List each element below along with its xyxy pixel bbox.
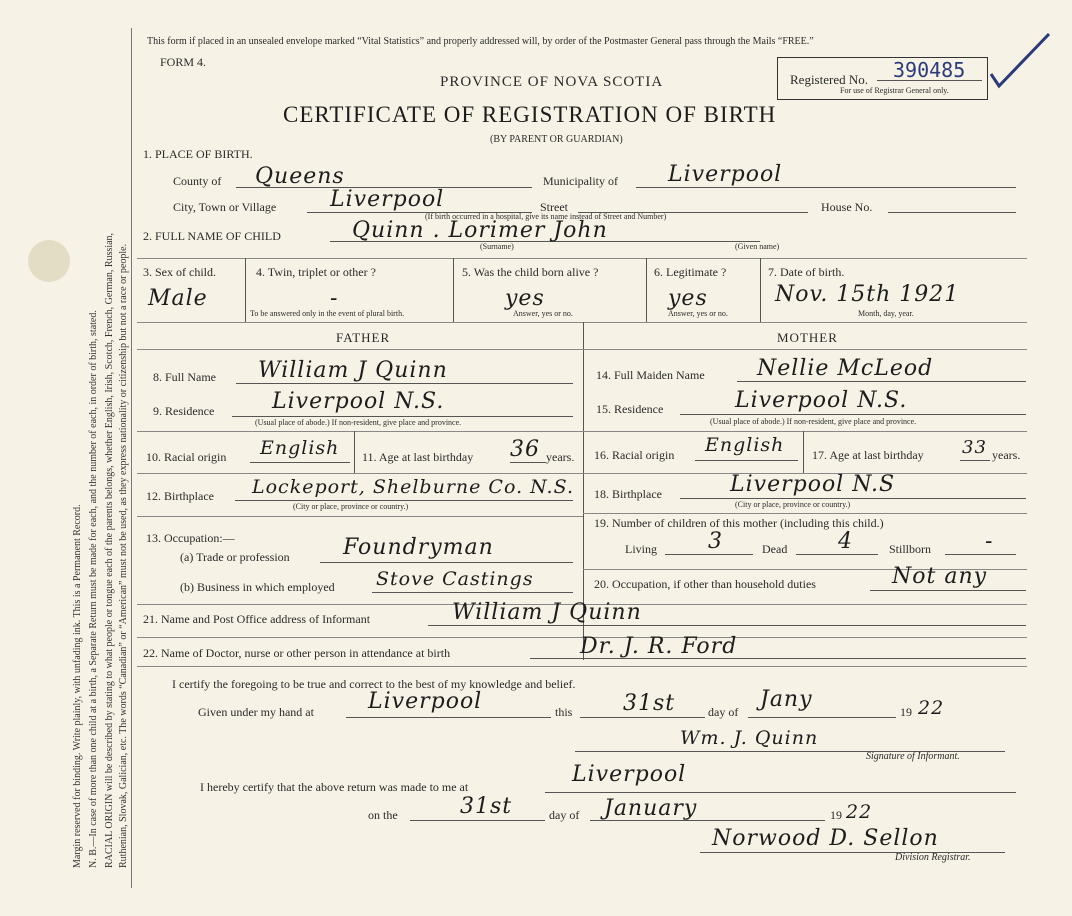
form-number: FORM 4.	[160, 55, 207, 69]
cell-divider	[803, 431, 804, 473]
row-divider	[137, 349, 1027, 350]
mother-racial-label: 16. Racial origin	[594, 448, 675, 462]
sex-value: Male	[148, 286, 208, 311]
check-mark-icon	[985, 30, 1055, 92]
dead-line	[796, 554, 878, 555]
registered-line	[877, 80, 982, 81]
margin-rule	[131, 28, 132, 888]
certify-day: 31st	[623, 691, 676, 716]
mother-name-value: Nellie McLeod	[757, 356, 934, 381]
cell-divider	[760, 258, 761, 322]
cell-divider	[354, 431, 355, 473]
father-residence-label: 9. Residence	[153, 404, 215, 418]
mother-occupation-line	[870, 590, 1026, 591]
father-racial-line	[250, 462, 350, 463]
registrar-signature-label: Division Registrar.	[895, 852, 971, 863]
margin-note-4: Ruthenian, Slovak, Galician, etc. The words “Canadian” or “American” must not be used, as they express nationality or citizenship but not a race or people.	[118, 243, 129, 868]
living-value: 3	[708, 529, 723, 554]
mother-occupation-label: 20. Occupation, if other than household duties	[594, 577, 816, 591]
alive-note: Answer, yes or no.	[513, 309, 573, 318]
alive-label: 5. Was the child born alive ?	[462, 265, 599, 279]
registrar-year-prefix: 19	[830, 808, 842, 822]
doctor-label: 22. Name of Doctor, nurse or other person in attendance at birth	[143, 646, 451, 660]
cell-divider	[646, 258, 647, 322]
father-birthplace-line	[235, 500, 573, 501]
given-name-note: (Given name)	[735, 242, 780, 251]
mother-racial-line	[695, 460, 798, 461]
legitimate-label: 6. Legitimate ?	[654, 265, 727, 279]
father-age-line	[510, 462, 546, 463]
registered-number: 390485	[893, 58, 966, 82]
stillborn-value: -	[985, 529, 994, 554]
informant-signature-label: Signature of Informant.	[866, 751, 960, 762]
row-divider	[137, 258, 1027, 259]
child-name-value: Quinn . Lorimer John	[352, 218, 608, 243]
dead-value: 4	[838, 529, 853, 554]
father-age-unit: years.	[546, 450, 575, 464]
page-subtitle: (BY PARENT OR GUARDIAN)	[490, 134, 623, 145]
registrar-use-note: For use of Registrar General only.	[840, 86, 949, 95]
informant-signature: Wm. J. Quinn	[680, 727, 819, 749]
margin-note-3: RACIAL ORIGIN will be described by stating to what people or tongue each of the parents belongs, whether English, Irish, Scotch, French, German, Russian,	[104, 232, 115, 868]
stillborn-label: Stillborn	[889, 542, 932, 556]
father-occupation-label: 13. Occupation:—	[146, 531, 235, 545]
birth-date-label: 7. Date of birth.	[768, 265, 845, 279]
cell-divider	[453, 258, 454, 322]
signature-lead-line	[575, 751, 655, 752]
city-value: Liverpool	[330, 187, 445, 212]
municipality-value: Liverpool	[668, 162, 783, 187]
given-under-label: Given under my hand at	[198, 705, 314, 719]
month-line	[748, 717, 896, 718]
registered-label: Registered No.	[790, 72, 868, 87]
this-label: this	[555, 705, 573, 719]
registrar-place-line	[545, 792, 1016, 793]
mother-residence-line	[680, 414, 1026, 415]
mother-age-unit: years.	[992, 448, 1021, 462]
registrar-day-of-label: day of	[549, 808, 580, 822]
informant-line	[428, 625, 1026, 626]
surname-note: (Surname)	[480, 242, 514, 251]
business-value: Stove Castings	[376, 568, 534, 590]
trade-label: (a) Trade or profession	[180, 550, 290, 564]
registrar-year: 22	[846, 801, 873, 823]
children-count-label: 19. Number of children of this mother (including this child.)	[594, 516, 884, 530]
informant-value: William J Quinn	[452, 600, 642, 625]
house-label: House No.	[821, 200, 873, 214]
mother-residence-note: (Usual place of abode.) If non-resident, give place and province.	[710, 417, 917, 426]
certify-year: 22	[918, 697, 945, 719]
mother-age-label: 17. Age at last birthday	[812, 448, 924, 462]
mother-racial-value: English	[705, 434, 785, 456]
doctor-value: Dr. J. R. Ford	[580, 634, 738, 659]
city-label: City, Town or Village	[173, 200, 277, 214]
certify-month: Jany	[760, 687, 813, 712]
registrar-day-line	[410, 820, 545, 821]
twin-value: -	[330, 286, 339, 311]
row-divider	[137, 666, 1027, 667]
mother-birthplace-label: 18. Birthplace	[594, 487, 662, 501]
province-heading: PROVINCE OF NOVA SCOTIA	[440, 74, 664, 90]
row-divider	[137, 322, 1027, 323]
trade-value: Foundryman	[343, 535, 494, 560]
sex-label: 3. Sex of child.	[143, 265, 216, 279]
living-line	[665, 554, 753, 555]
father-birthplace-value: Lockeport, Shelburne Co. N.S.	[252, 476, 574, 498]
on-the-label: on the	[368, 808, 398, 822]
mother-name-label: 14. Full Maiden Name	[596, 368, 705, 382]
father-birthplace-note: (City or place, province or country.)	[293, 502, 409, 511]
father-racial-label: 10. Racial origin	[146, 450, 227, 464]
father-name-value: William J Quinn	[258, 358, 448, 383]
place-of-birth-label: 1. PLACE OF BIRTH.	[143, 147, 253, 161]
given-place-value: Liverpool	[368, 689, 483, 714]
street-note: (If birth occurred in a hospital, give its name instead of Street and Number)	[425, 212, 667, 221]
municipality-line	[636, 187, 1016, 188]
street-label: Street	[540, 200, 568, 214]
punch-hole	[28, 240, 70, 282]
legitimate-note: Answer, yes or no.	[668, 309, 728, 318]
mother-birthplace-value: Liverpool N.S	[730, 472, 896, 497]
birth-date-note: Month, day, year.	[858, 309, 914, 318]
day-of-label: day of	[708, 705, 739, 719]
father-residence-note: (Usual place of abode.) If non-resident, give place and province.	[255, 418, 462, 427]
mother-heading: MOTHER	[777, 330, 838, 345]
father-residence-line	[232, 416, 573, 417]
row-divider	[583, 513, 1027, 514]
margin-note-1: Margin reserved for binding. Write plainly, with unfading ink. This is a Permanent Record.	[72, 504, 83, 868]
row-divider	[583, 431, 1027, 432]
row-divider	[137, 516, 583, 517]
mother-residence-label: 15. Residence	[596, 402, 664, 416]
row-divider	[137, 473, 583, 474]
child-name-label: 2. FULL NAME OF CHILD	[143, 229, 281, 243]
dead-label: Dead	[762, 542, 788, 556]
father-age-label: 11. Age at last birthday	[362, 450, 474, 464]
father-name-line	[236, 383, 573, 384]
cell-divider	[245, 258, 246, 322]
registrar-place: Liverpool	[572, 762, 687, 787]
father-residence-value: Liverpool N.S.	[272, 389, 445, 414]
county-label: County of	[173, 174, 222, 188]
legitimate-value: yes	[668, 286, 708, 311]
business-label: (b) Business in which employed	[180, 580, 335, 594]
registrar-month: January	[604, 796, 698, 821]
house-line	[888, 212, 1016, 213]
registrar-signature: Norwood D. Sellon	[712, 826, 939, 851]
certify-statement: I certify the foregoing to be true and correct to the best of my knowledge and belief.	[172, 677, 576, 691]
mother-age-value: 33	[962, 437, 987, 458]
year-prefix: 19	[900, 705, 912, 719]
alive-value: yes	[505, 286, 545, 311]
registrar-statement: I hereby certify that the above return was made to me at	[200, 780, 469, 794]
mother-name-line	[737, 381, 1026, 382]
margin-note-2: N. B.—In case of more than one child at a birth, a Separate Return must be made for each, and the number of each, in order of birth, stated.	[88, 310, 99, 868]
father-birthplace-label: 12. Birthplace	[146, 489, 214, 503]
given-place-line	[346, 717, 551, 718]
father-name-label: 8. Full Name	[153, 370, 216, 384]
registrar-day: 31st	[460, 794, 513, 819]
informant-label: 21. Name and Post Office address of Informant	[143, 612, 371, 626]
county-value: Queens	[255, 164, 345, 189]
mother-occupation-value: Not any	[892, 564, 988, 589]
business-line	[372, 592, 573, 593]
father-heading: FATHER	[336, 330, 391, 345]
father-racial-value: English	[260, 437, 340, 459]
father-age-value: 36	[510, 437, 540, 462]
municipality-label: Municipality of	[543, 174, 618, 188]
trade-line	[320, 562, 573, 563]
page-title: CERTIFICATE OF REGISTRATION OF BIRTH	[283, 102, 777, 127]
twin-label: 4. Twin, triplet or other ?	[256, 265, 376, 279]
living-label: Living	[625, 542, 657, 556]
birth-date-value: Nov. 15th 1921	[775, 282, 960, 307]
mother-residence-value: Liverpool N.S.	[735, 388, 908, 413]
mother-age-line	[960, 460, 990, 461]
day-line	[580, 717, 705, 718]
mother-birthplace-note: (City or place, province or country.)	[735, 500, 851, 509]
stillborn-line	[945, 554, 1016, 555]
mother-birthplace-line	[680, 498, 1026, 499]
twin-note: To be answered only in the event of plural birth.	[250, 309, 405, 318]
mail-notice: This form if placed in an unsealed envelope marked “Vital Statistics” and properly addressed will, by order of the Postmaster General pass through the Mails “FREE.”	[147, 36, 814, 47]
row-divider	[137, 431, 583, 432]
